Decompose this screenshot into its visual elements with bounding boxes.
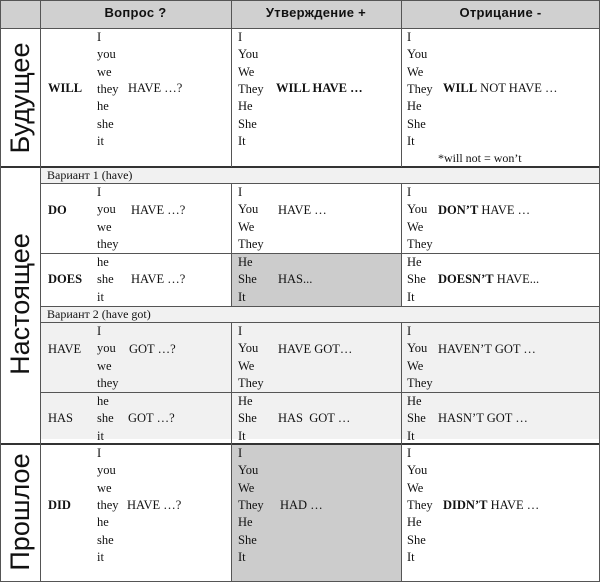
future-negative-rest: NOT HAVE …: [480, 81, 558, 95]
does-aux: DOES: [48, 272, 83, 286]
does-negative-verb: [438, 271, 539, 288]
has-aux: HAS: [48, 411, 74, 425]
do-negative-rest: HAVE …: [481, 203, 531, 217]
grid-line: [0, 28, 600, 29]
grid-line: [40, 0, 41, 582]
has-question-verb: GOT …?: [128, 411, 175, 425]
grid-line: [0, 166, 600, 168]
grid-line: [401, 322, 402, 582]
have-question-verb: GOT …?: [129, 342, 176, 356]
header-question: Вопрос ?: [40, 0, 231, 28]
do-negative-dont: DON’T: [438, 203, 479, 217]
header-affirmative: Утверждение +: [231, 0, 401, 28]
grid-line: [231, 322, 232, 582]
does-affirmative-verb: HAS...: [278, 272, 313, 286]
tense-label-future: Будущее: [5, 42, 35, 154]
past-negative-rest: HAVE …: [490, 498, 540, 512]
future-negative-verb: [443, 80, 558, 97]
grid-line: [0, 0, 600, 1]
does-negative-rest: HAVE...: [496, 272, 540, 286]
grid-line: [231, 0, 232, 167]
do-affirmative-verb: HAVE …: [278, 203, 327, 217]
tense-label-present: Настоящее: [5, 233, 35, 375]
tense-label-past: Прошлое: [5, 453, 35, 571]
header-negative: Отрицание -: [401, 0, 600, 28]
past-question-verb: HAVE …?: [127, 498, 182, 512]
grid-line: [231, 183, 232, 306]
grid-line: [40, 392, 600, 393]
have-aux: HAVE: [48, 342, 82, 356]
future-question-verb: HAVE …?: [128, 81, 183, 95]
do-aux: DO: [48, 203, 67, 217]
past-negative-verb: [443, 497, 539, 514]
grammar-table: Вопрос ? Утверждение + Отрицание - Будущее Настоящее Прошлое WILL I you we they he she it HAVE …? I You We They He She It WILL HAVE … I You We They He She It WILL NOT HAVE … *will not = won’t Вариант 1 (have) DO I you we they HAVE …? I You We They HAVE … I You We They DON’T HAVE … DOES he she it HAVE …? He She It HAS... He She It DOESN’T HAVE... Вариант 2 (have got) HAVE I you we they GOT …? I You We They HAVE GOT… I You We They HAVEN’T GOT … HAS he she it GOT …? He She It HAS GOT … He She It HASN’T GOT … DID I you we they he she it HAVE …? I You We They He She It HAD … I You We They He She It DIDN’T HAVE …: [0, 0, 600, 582]
past-aux: DID: [48, 498, 71, 512]
grid-line: [40, 322, 600, 323]
have-negative-verb: HAVEN’T GOT …: [438, 342, 536, 356]
grid-line: [401, 0, 402, 167]
grid-line: [0, 443, 600, 445]
present-variant2-label: Вариант 2 (have got): [47, 307, 151, 321]
has-negative-verb: HASN’T GOT …: [438, 411, 528, 425]
grid-line: [0, 0, 1, 582]
has-affirmative-verb: HAS GOT …: [278, 411, 351, 425]
have-affirmative-verb: HAVE GOT…: [278, 342, 353, 356]
header-corner: [0, 0, 40, 28]
does-question-verb: HAVE …?: [131, 272, 186, 286]
past-affirmative-verb: HAD …: [280, 498, 323, 512]
future-affirmative-verb: WILL HAVE …: [276, 81, 363, 95]
grid-line: [40, 253, 600, 254]
grid-line: [40, 183, 600, 184]
do-question-verb: HAVE …?: [131, 203, 186, 217]
grid-line: [40, 306, 600, 307]
future-note: *will not = won’t: [438, 151, 522, 165]
do-negative-verb: [438, 202, 530, 219]
present-variant1-label: Вариант 1 (have): [47, 168, 133, 182]
does-negative-doesnt: DOESN’T: [438, 272, 494, 286]
future-negative-will: WILL: [443, 81, 478, 95]
grid-line: [401, 183, 402, 306]
future-aux: WILL: [48, 81, 83, 95]
past-negative-didnt: DIDN’T: [443, 498, 488, 512]
